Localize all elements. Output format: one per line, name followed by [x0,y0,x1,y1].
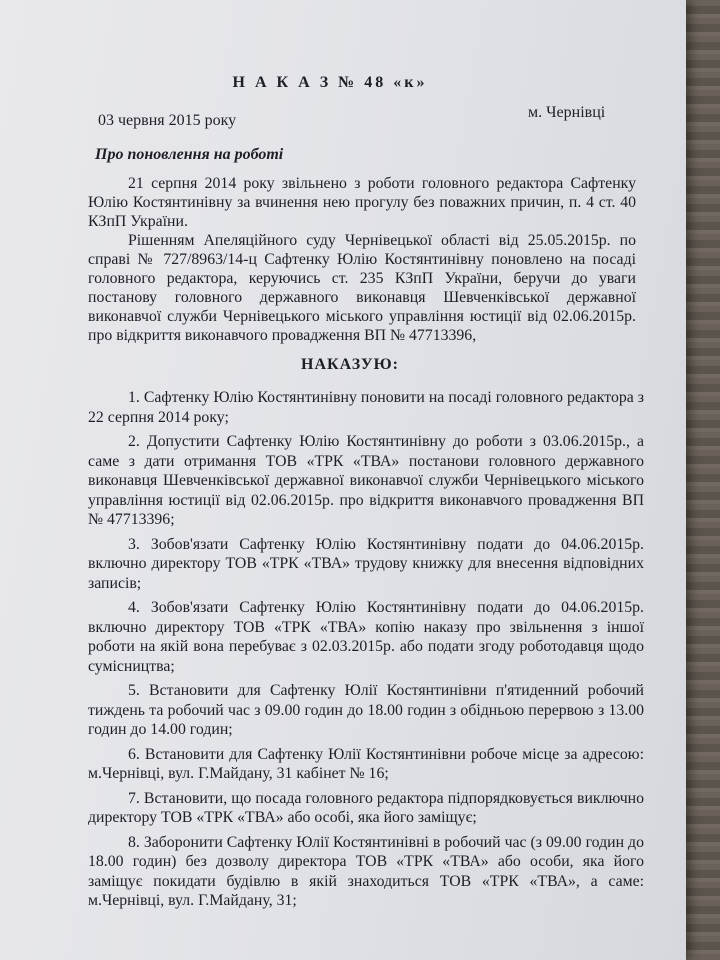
order-item: 7. Встановити, що посада головного редактора підпорядковується виключно директору ТОВ «ТРК «ТВА» або особі, яка його заміщує; [88,789,644,826]
order-item: 1. Сафтенку Юлію Костянтинівну поновити на посаді головного редактора з 22 серпня 2014 року; [88,389,644,426]
order-subject: Про поновлення на роботі [95,146,284,163]
order-date: 03 червня 2015 року [98,112,237,129]
preamble-paragraph: Рішенням Апеляційного суду Чернівецької області від 25.05.2015р. по справі № 727/8963/14-ц Сафтенку Юлію Костянтинівну поновлено на посаді головного редактора, керуючись ст. 235 КЗпП України, беручи до уваги постанову головного державного виконавця Шевченківської державної виконавчої служби Чернівецького міського управління юстиції від 02.06.2015р. про відкриття виконавчого провадження ВП № 47713396, [88,232,636,344]
order-item: 5. Встановити для Сафтенку Юлії Костянтинівни п'ятиденний робочий тиждень та робочий час з 09.00 годин до 18.00 годин з обідньою перервою з 13.00 годин до 14.00 годин; [88,682,644,738]
preamble-paragraph: 21 серпня 2014 року звільнено з роботи головного редактора Сафтенку Юлію Костянтинівну за вчинення нею прогулу без поважних причин, п. 4 ст. 40 КЗпП України. [88,175,636,230]
order-item: 8. Заборонити Сафтенку Юлії Костянтинівні в робочий час (з 09.00 годин до 18.00 годин) без дозволу директора ТОВ «ТРК «ТВА» або особи, яка його заміщує покидати будівлю в якій знаходиться ТОВ «ТРК «ТВА», а саме: м.Чернівці, вул. Г.Майдану, 31; [88,833,644,909]
order-item: 3. Зобов'язати Сафтенку Юлію Костянтинівну подати до 04.06.2015р. включно директору ТОВ «ТРК «ТВА» трудову книжку для внесення відповідних записів; [88,535,644,592]
order-heading: НАКАЗУЮ: [301,356,399,373]
preamble [88,174,636,345]
order-items [88,388,644,916]
order-item: 4. Зобов'язати Сафтенку Юлію Костянтинівну подати до 04.06.2015р. включно директору ТОВ «ТРК «ТВА» копію наказу про звільнення з іншої роботи на якій вона перебуває з 02.03.2015р. або подати згоду роботодавця щодо сумісництва; [88,599,644,675]
order-title: Н А К А З № 48 «к» [232,74,428,91]
order-city: м. Чернівці [528,104,606,121]
order-item: 2. Допустити Сафтенку Юлію Костянтинівну до роботи з 03.06.2015р., а саме з дати отримання ТОВ «ТРК «ТВА» постанови головного державного виконавця Шевченківської державної виконавчої служби Чернівецького міського управління юстиції від 02.06.2015р. про відкриття виконавчого провадження ВП № 47713396; [88,433,644,528]
order-item: 6. Встановити для Сафтенку Юлії Костянтинівни робоче місце за адресою: м.Чернівці, вул. Г.Майдану, 31 кабінет № 16; [88,745,644,782]
